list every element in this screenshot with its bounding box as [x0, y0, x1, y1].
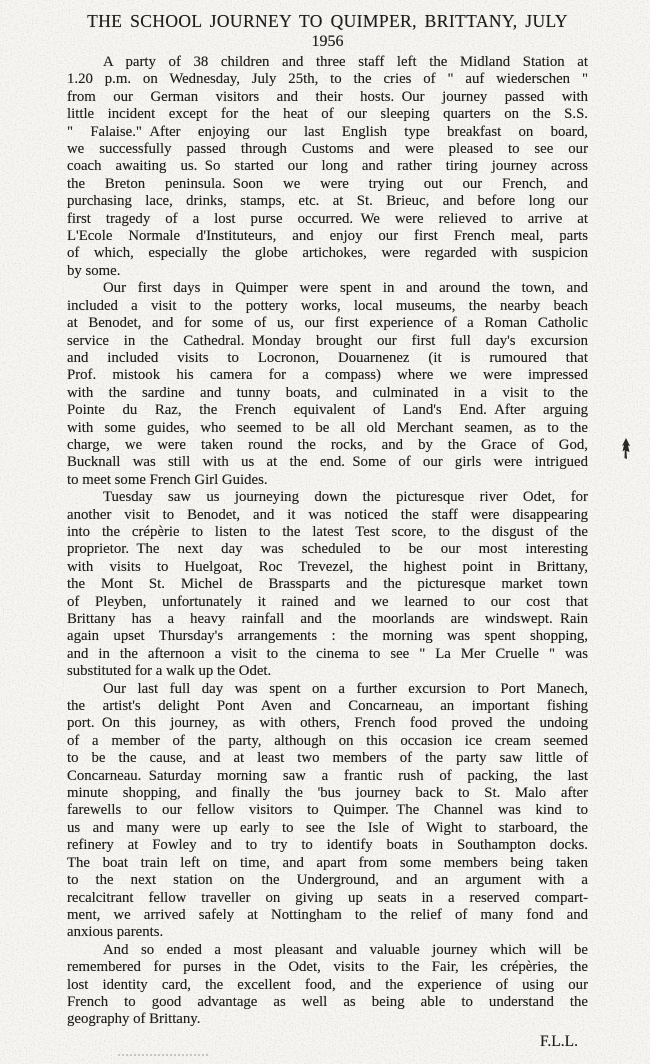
- ink-blot-mark: [617, 437, 635, 463]
- text-line: Our last full day was spent on a further excursion to Port Manech,: [103, 680, 588, 697]
- text-line: Bucknall was still with us at the end. Some of our girls were intrigued: [67, 454, 588, 471]
- paragraph: [67, 942, 588, 1029]
- paragraph: [67, 681, 588, 942]
- text-line: recalcitrant fellow traveller on giving up seats in a reserved compart-: [67, 889, 588, 906]
- text-line: another visit to Benodet, and it was noticed the staff were disappearing: [67, 506, 588, 523]
- text-line: Pointe du Raz, the French equivalent of Land's End. After arguing: [67, 402, 588, 419]
- text-line: Brittany has a heavy rainfall and the moorlands are windswept. Rain: [67, 611, 588, 627]
- text-line: little incident except for the heat of our sleeping quarters on the S.S.: [67, 106, 588, 123]
- text-line: and in the afternoon a visit to the cinema to see " La Mer Cruelle " was: [67, 645, 588, 662]
- text-line: A party of 38 children and three staff left the Midland Station at: [103, 54, 588, 70]
- text-line: L'Ecole Normale d'Instituteurs, and enjoy our first French meal, parts: [67, 228, 588, 245]
- text-line: with visits to Huelgoat, Roc Trevezel, the highest point in Brittany,: [67, 558, 588, 575]
- text-line: " Falaise." After enjoying our last English type breakfast on board,: [67, 123, 588, 140]
- text-line: first tragedy of a lost purse occurred. We were relieved to arrive at: [67, 210, 588, 227]
- text-line: coach awaiting us. So started our long and rather tiring journey across: [67, 158, 588, 175]
- text-line: to meet some French Girl Guides.: [67, 471, 268, 488]
- text-line: substituted for a walk up the Odet.: [67, 663, 272, 680]
- text-line: Tuesday saw us journeying down the picturesque river Odet, for: [103, 489, 588, 506]
- text-line: The boat train left on time, and apart from some members being taken: [67, 854, 588, 871]
- text-line: port. On this journey, as with others, French food proved the undoing: [67, 715, 588, 732]
- text-line: of a member of the party, although on this occasion ice cream seemed: [67, 732, 588, 749]
- text-line: proprietor. The next day was scheduled to be our most interesting: [67, 541, 588, 558]
- text-line: of which, especially the globe artichokes, were regarded with suspicion: [67, 245, 588, 262]
- text-line: the Mont St. Michel de Brassparts and the picturesque market town: [67, 576, 588, 593]
- text-line: again upset Thursday's arrangements : the morning was spent shopping,: [67, 628, 588, 645]
- text-line: included a visit to the pottery works, local museums, the nearby beach: [67, 297, 588, 314]
- text-line: with the sardine and tunny boats, and culminated in a visit to the: [67, 384, 588, 401]
- article-body: [67, 54, 588, 1029]
- text-line: minute shopping, and finally the 'bus journey back to St. Malo after: [67, 785, 588, 802]
- paragraph: [67, 54, 588, 280]
- text-line: Prof. mistook his camera for a compass) where we were impressed: [67, 367, 588, 384]
- text-line: anxious parents.: [67, 924, 164, 941]
- text-line: refinery at Fowley and to try to identify boats in Southampton docks.: [67, 837, 588, 854]
- text-line: we successfully passed through Customs and were pleased to see our: [67, 141, 588, 158]
- text-line: the Breton peninsula. Soon we were trying out our French, and: [67, 175, 588, 192]
- text-line: ment, we arrived safely at Nottingham to the relief of many fond and: [67, 906, 588, 923]
- paragraph: [67, 489, 588, 680]
- text-line: 1.20 p.m. on Wednesday, July 25th, to the cries of " auf wiederschen ": [67, 71, 588, 88]
- text-line: the artist's delight Pont Aven and Concarneau, an important fishing: [67, 698, 588, 715]
- scan-smudge-dotted-line: [118, 1054, 208, 1056]
- article-title-year: 1956: [311, 33, 344, 50]
- text-line: French to good advantage as well as being able to understand the: [67, 993, 588, 1010]
- article-signature: F.L.L.: [540, 1032, 578, 1050]
- text-line: of Pleyben, unfortunately it rained and we learned to our cost that: [67, 593, 588, 610]
- text-line: farewells to our fellow visitors to Quimper. The Channel was kind to: [67, 802, 588, 819]
- text-line: into the crépèrie to listen to the latest Test score, to the disgust of the: [67, 523, 588, 540]
- text-line: to the next station on the Underground, and an argument with a: [67, 872, 588, 889]
- text-line: service in the Cathedral. Monday brought our first full day's excursion: [67, 332, 588, 349]
- article-column: [67, 10, 588, 1051]
- text-line: to be the cause, and at least two members of the party saw little of: [67, 750, 588, 767]
- text-line: lost identity card, the excellent food, and the experience of using our: [67, 976, 588, 993]
- text-line: Our first days in Quimper were spent in and around the town, and: [103, 280, 588, 297]
- text-line: purchasing lace, drinks, stamps, etc. at St. Brieuc, and before long our: [67, 193, 588, 210]
- ink-blot-shape: [622, 438, 630, 459]
- text-line: and included visits to Locronon, Douarnenez (it is rumoured that: [67, 349, 588, 366]
- text-line: charge, we were taken round the rocks, and by the Grace of God,: [67, 436, 588, 453]
- text-line: geography of Brittany.: [67, 1011, 201, 1028]
- text-line: from our German visitors and their hosts. Our journey passed with: [67, 88, 588, 105]
- text-line: remembered for purses in the Odet, visits to the Fair, les crépèries, the: [67, 959, 588, 976]
- text-line: with some guides, who seemed to be all old Merchant seamen, as to the: [67, 419, 588, 436]
- text-line: us and many were up early to see the Isle of Wight to starboard, the: [67, 819, 588, 836]
- article-title: THE SCHOOL JOURNEY TO QUIMPER, BRITTANY, JULY: [87, 11, 568, 31]
- text-line: by some.: [67, 262, 121, 279]
- text-line: Concarneau. Saturday morning saw a frantic rush of packing, the last: [67, 767, 588, 784]
- text-line: at Benodet, and for some of us, our first experience of a Roman Catholic: [67, 315, 588, 332]
- text-line: And so ended a most pleasant and valuable journey which will be: [103, 941, 588, 958]
- paragraph: [67, 280, 588, 489]
